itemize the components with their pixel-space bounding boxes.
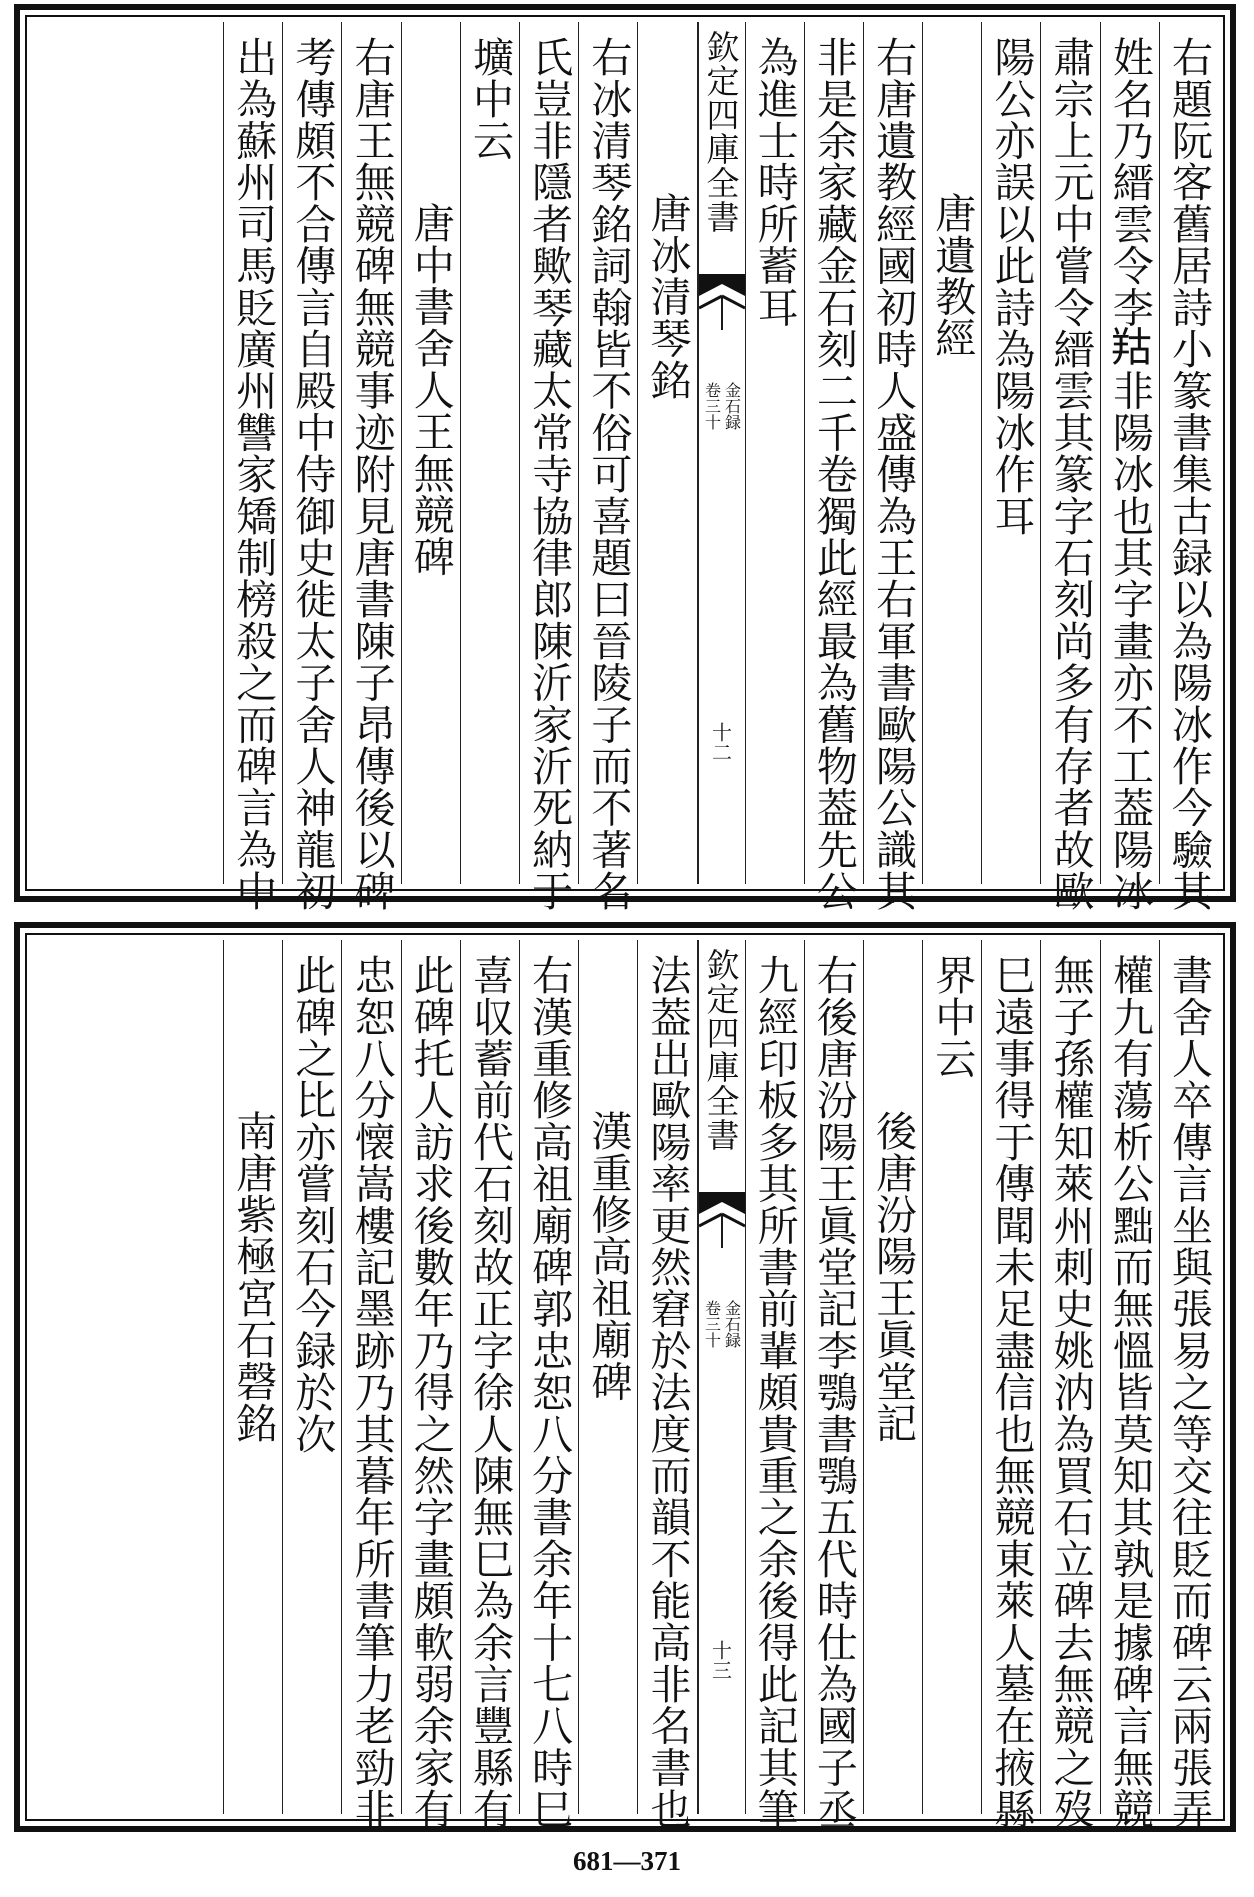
section-title: 漢重修高祖廟碑 (584, 1110, 633, 1402)
column-text: 氏豈非隱者歟琴藏太常寺協律郎陳沂家沂死納于 (525, 36, 574, 912)
column-text: 無子孫權知萊州刺史姚汭為買石立碑去無競之歿 (1046, 954, 1095, 1830)
text-column (922, 940, 981, 1814)
text-column (745, 940, 804, 1830)
center-banner (697, 22, 745, 884)
text-column (637, 940, 696, 1830)
section-title-column (863, 940, 922, 1814)
section-title-column (401, 22, 460, 884)
column-text: 考傳頗不合傳言自殿中侍御史徙太子舍人神龍初 (288, 36, 337, 912)
column-text: 右唐遺教經國初時人盛傳為王右軍書歐陽公識其 (869, 36, 918, 912)
text-column (981, 22, 1040, 884)
column-text: 右漢重修高祖廟碑郭忠恕八分書余年十七八時巳 (525, 954, 574, 1830)
section-title: 唐冰清琴銘 (643, 192, 692, 401)
text-column (578, 22, 637, 912)
text-column (863, 22, 922, 912)
column-text: 此碑托人訪求後數年乃得之然字畫頗軟弱余家有 (406, 954, 455, 1830)
text-column (1040, 940, 1099, 1830)
column-text: 忠恕八分懐嵩樓記墨跡乃其暮年所書筆力老勁非 (347, 954, 396, 1830)
text-column (1100, 22, 1159, 912)
banner-book-title: 金石録 (722, 1300, 742, 1348)
section-title: 後唐汾陽王眞堂記 (869, 1110, 918, 1444)
banner-title: 欽定四庫全書 (701, 30, 741, 234)
text-column (460, 22, 519, 884)
column-text: 右題阮客舊居詩小篆書集古録以為陽冰作今驗其 (1165, 36, 1213, 912)
text-column (1159, 940, 1218, 1830)
lower-page (14, 922, 1236, 1832)
column-text: 姓名乃縉雲令李𦍩非陽冰也其字畫亦不工葢陽冰 (1105, 36, 1154, 912)
section-title: 唐中書舍人王無競碑 (406, 202, 455, 578)
column-text: 肅宗上元中嘗令縉雲其篆字石刻尚多有存者故歐 (1046, 36, 1095, 912)
text-column (804, 940, 863, 1830)
column-text: 權九有蕩析公黜而無慍皆莫知其孰是據碑言無競 (1105, 954, 1154, 1830)
banner-volume (699, 1300, 745, 1348)
column-text: 為進士時所蓄耳 (750, 36, 799, 328)
text-column (745, 22, 804, 884)
column-text: 右冰清琴銘詞翰皆不俗可喜題曰晉陵子而不著名 (584, 36, 633, 912)
column-text: 非是余家藏金石刻二千卷獨此經最為舊物葢先公 (809, 36, 858, 912)
text-column (282, 940, 341, 1814)
column-text: 右唐王無競碑無競事迹附見唐書陳子昂傳後以碑 (347, 36, 396, 912)
banner-folio-number: 十三 (708, 1640, 733, 1680)
section-title-column (637, 22, 696, 884)
banner-volume-number: 卷三十 (702, 382, 722, 430)
column-text: 法葢出歐陽率更然窘於法度而韻不能高非名書也 (643, 954, 692, 1830)
text-column (519, 940, 578, 1830)
center-banner (697, 940, 745, 1814)
text-column (519, 22, 578, 912)
text-column (804, 22, 863, 912)
section-title-column (922, 22, 981, 884)
section-title-column (578, 940, 637, 1814)
column-text: 界中云 (928, 954, 977, 1080)
column-text: 書舍人卒傳言坐與張易之等交往貶而碑云兩張弄 (1165, 954, 1213, 1830)
banner-title: 欽定四庫全書 (701, 948, 741, 1152)
section-title: 南唐紫極宮石磬銘 (229, 1110, 278, 1444)
column-text: 右後唐汾陽王眞堂記李鶚書鶚五代時仕為國子丞 (809, 954, 858, 1830)
section-title-column (223, 940, 282, 1814)
text-column (401, 940, 460, 1830)
column-text: 巳遠事得于傳聞未足盡信也無競東萊人墓在掖縣 (987, 954, 1036, 1830)
banner-book-title: 金石録 (722, 382, 742, 430)
text-column (981, 940, 1040, 1830)
text-column (1159, 22, 1218, 912)
column-text: 九經印板多其所書前輩頗貴重之余後得此記其筆 (750, 954, 799, 1830)
text-column (282, 22, 341, 912)
text-column (223, 22, 282, 912)
section-title: 唐遺教經 (928, 192, 977, 359)
page-number: 681—371 (573, 1846, 681, 1876)
banner-volume (699, 382, 745, 430)
banner-folio-number: 十二 (708, 722, 733, 762)
banner-volume-number: 卷三十 (702, 1300, 722, 1348)
text-column (460, 940, 519, 1830)
text-column (1100, 940, 1159, 1830)
column-text: 此碑之比亦嘗刻石今録於次 (288, 954, 337, 1455)
text-column (341, 940, 400, 1830)
upper-page (14, 4, 1236, 912)
fishtail-mark-icon (699, 1192, 745, 1248)
fishtail-mark-icon (699, 274, 745, 330)
column-text: 喜収蓄前代石刻故正字徐人陳無巳為余言豐縣有 (465, 954, 514, 1830)
column-text: 壙中云 (465, 36, 514, 162)
column-text: 出為蘇州司馬貶廣州讐家矯制榜殺之而碑言為中 (229, 36, 278, 912)
text-column (1040, 22, 1099, 912)
text-column (341, 22, 400, 912)
column-text: 陽公亦誤以此詩為陽冰作耳 (987, 36, 1036, 537)
